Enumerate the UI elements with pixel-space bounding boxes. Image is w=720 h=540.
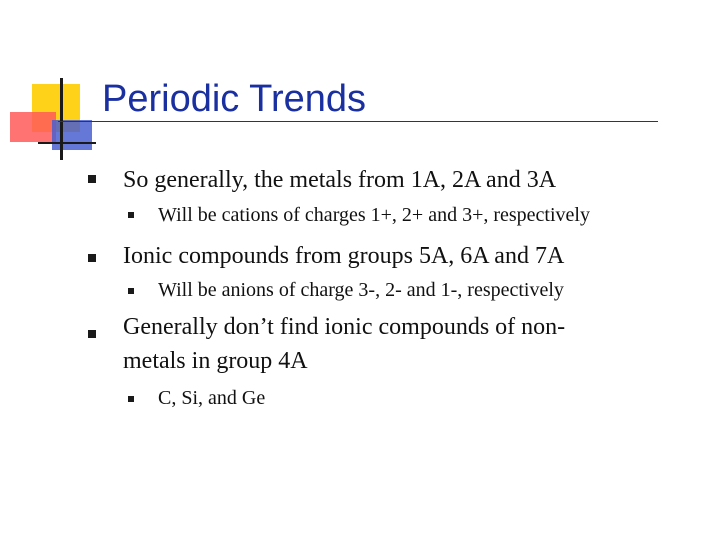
sub-bullet-text: C, Si, and Ge — [158, 387, 266, 409]
sub-bullet-text: Will be cations of charges 1+, 2+ and 3+, respectively — [158, 204, 590, 226]
sub-bullet-text: Will be anions of charge 3-, 2- and 1-, respectively — [158, 279, 564, 301]
sub-bullet-marker-icon — [128, 288, 134, 294]
bullet-marker-icon — [88, 254, 96, 262]
sub-bullet-marker-icon — [128, 396, 134, 402]
bullet-marker-icon — [88, 175, 96, 183]
sub-bullet-marker-icon — [128, 212, 134, 218]
bullet-marker-icon — [88, 330, 96, 338]
bullet-text: So generally, the metals from 1A, 2A and 3A — [123, 167, 557, 193]
bullet-text-line-2: metals in group 4A — [123, 348, 308, 374]
bullet-text: Ionic compounds from groups 5A, 6A and 7A — [123, 243, 565, 269]
slide-title: Periodic Trends — [102, 78, 367, 120]
bullet-text-line-1: Generally don’t find ionic compounds of non- — [123, 314, 566, 340]
